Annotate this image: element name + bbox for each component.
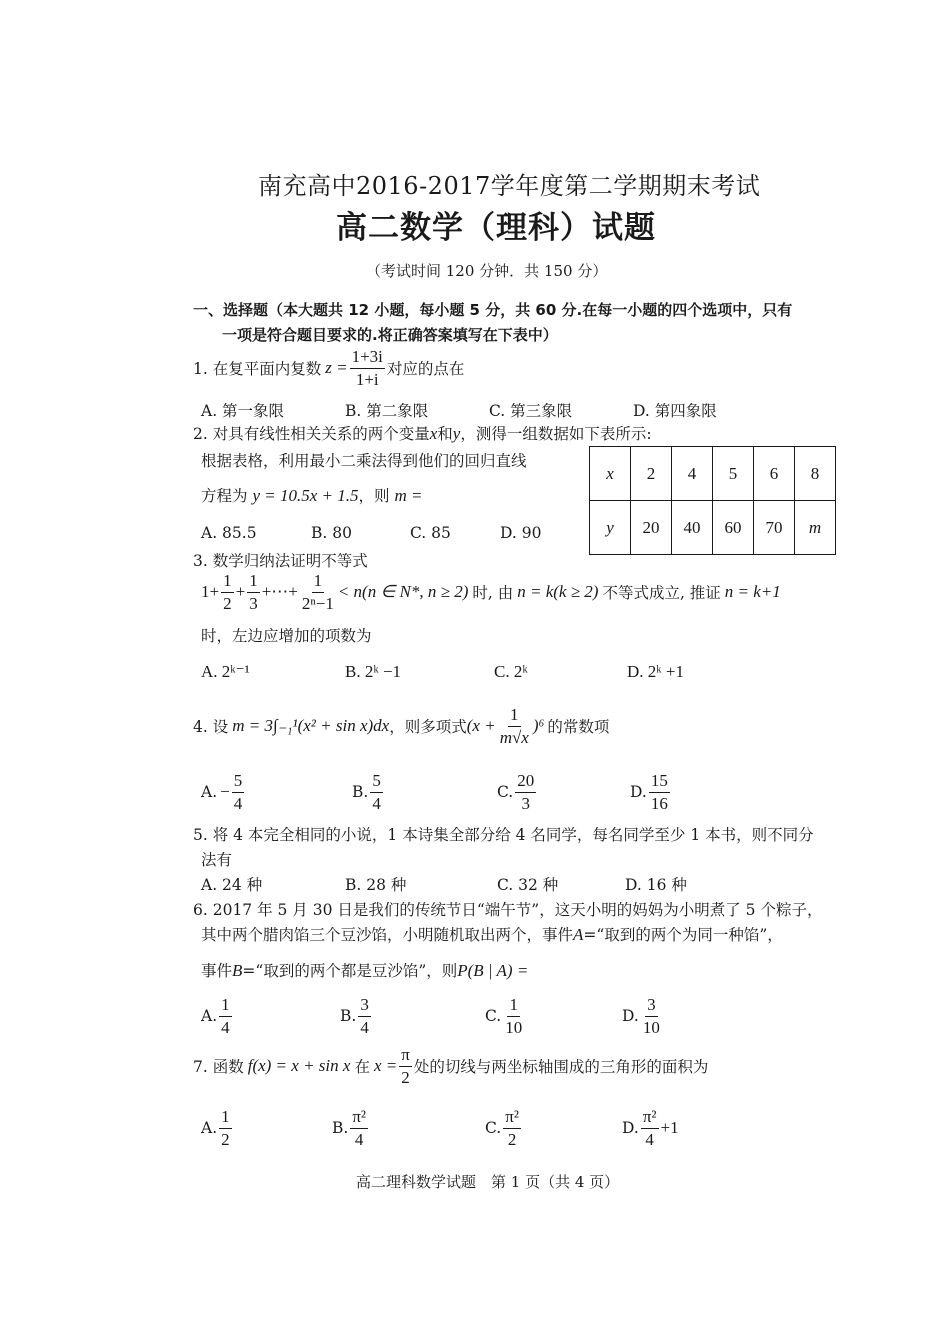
q3-mid1: 时, 由	[472, 584, 514, 603]
q4-option-a[interactable]	[201, 772, 246, 813]
table-cell: x	[590, 447, 631, 501]
question-5-line2: 法有	[201, 851, 233, 869]
q7-suffix: 处的切线与两坐标轴围成的三角形的面积为	[413, 1058, 709, 1077]
q6-a-den: 4	[221, 1017, 230, 1037]
q1-option-d[interactable]: D. 第四象限	[633, 402, 717, 420]
q6-line3-b: =“取到的两个都是豆沙馅”，则	[242, 962, 458, 980]
q5-option-a[interactable]: A. 24 种	[201, 876, 263, 894]
q7-d-label: D.	[622, 1119, 639, 1138]
q4-prefix: 4. 设	[193, 718, 229, 737]
q4-option-d[interactable]	[630, 772, 672, 813]
q4-d-den: 16	[650, 793, 668, 813]
q7-prefix: 7. 函数	[193, 1058, 244, 1077]
q6-line3-a: 事件	[201, 962, 233, 980]
q3-plus: +	[235, 582, 246, 602]
q3-ineq-a: 1+	[201, 582, 220, 602]
q6-d-den: 10	[642, 1017, 660, 1037]
q4-poly-frac	[498, 706, 531, 747]
q4-a-label: A.	[201, 783, 218, 802]
q2-var-x: x	[429, 424, 438, 443]
q7-option-a[interactable]	[201, 1108, 234, 1149]
q7-c-den: 2	[507, 1129, 517, 1149]
q4-poly-b: )⁶	[532, 716, 545, 736]
q4-d-frac	[649, 772, 670, 813]
q6-option-a[interactable]	[201, 996, 234, 1037]
q6-d-num: 3	[645, 996, 658, 1017]
q3-frac-3	[300, 572, 336, 613]
q7-a-label: A.	[201, 1119, 218, 1138]
q7-b-den: 4	[354, 1129, 364, 1149]
q7-option-c[interactable]	[485, 1108, 523, 1149]
q7-b-frac	[350, 1108, 368, 1149]
q1-num: 1+3i	[350, 348, 385, 369]
q4-poly-den: m√x	[499, 727, 529, 747]
q4-a-sign: −	[220, 782, 230, 802]
q4-option-b[interactable]	[352, 772, 385, 813]
q5-option-d[interactable]: D. 16 种	[625, 876, 687, 894]
q6-a-label: A.	[201, 1007, 218, 1026]
question-6-line3	[201, 959, 528, 981]
table-cell: 20	[631, 501, 672, 555]
q3-mid2: 不等式成立, 推证	[602, 584, 721, 603]
q7-pi-den: 2	[401, 1067, 410, 1087]
q3-f2-num: 1	[247, 572, 260, 593]
question-2-line1	[193, 422, 652, 444]
q6-event-a: A	[573, 925, 584, 944]
q2-option-b[interactable]: B. 80	[311, 524, 352, 542]
q6-a-frac	[219, 996, 232, 1037]
question-6-line2	[201, 923, 783, 945]
question-2-line3	[201, 484, 422, 506]
question-5-line1: 5. 将 4 本完全相同的小说，1 本诗集全部分给 4 名同学，每名同学至少 1 本书，则不同分	[193, 826, 814, 844]
q7-a-den: 2	[221, 1129, 230, 1149]
q5-option-c[interactable]: C. 32 种	[497, 876, 559, 894]
q2-option-a[interactable]: A. 85.5	[201, 524, 257, 542]
q6-c-label: C.	[485, 1007, 502, 1026]
q4-option-c[interactable]	[497, 772, 538, 813]
q1-suffix: 对应的点在	[386, 360, 465, 379]
q2-option-c[interactable]: C. 85	[410, 524, 451, 542]
q4-d-num: 15	[649, 772, 670, 793]
q3-f1-den: 2	[223, 593, 232, 613]
q3-option-c[interactable]: C. 2ᵏ	[494, 662, 528, 681]
q7-c-frac	[503, 1108, 521, 1149]
q6-event-b: B	[232, 961, 243, 980]
q1-option-a[interactable]: A. 第一象限	[201, 402, 285, 420]
q6-b-label: B.	[340, 1007, 357, 1026]
q6-option-d[interactable]	[622, 996, 664, 1037]
q7-d-num: π²	[641, 1108, 659, 1129]
table-cell: 5	[713, 447, 754, 501]
q6-line2-b: =“取到的两个为同一种馅”，	[583, 926, 783, 944]
q3-option-b[interactable]: B. 2ᵏ −1	[345, 662, 402, 681]
table-cell: 8	[795, 447, 836, 501]
q3-f1-num: 1	[221, 572, 234, 593]
q7-d-den: 4	[645, 1129, 654, 1149]
q1-option-b[interactable]: B. 第二象限	[345, 402, 429, 420]
q4-b-den: 4	[372, 793, 381, 813]
q6-line2-a: 其中两个腊肉馅三个豆沙馅，小明随机取出两个，事件	[201, 926, 574, 944]
q7-c-label: C.	[485, 1119, 502, 1138]
question-6-line1: 6. 2017 年 5 月 30 日是我们的传统节日“端午节”，这天小明的妈妈为小明煮了 5 个粽子，	[193, 901, 823, 919]
q7-a-frac	[219, 1108, 232, 1149]
question-3-line1: 3. 数学归纳法证明不等式	[193, 552, 368, 570]
q7-b-label: B.	[332, 1119, 349, 1138]
section-heading-line2: 一项是符合题目要求的.将正确答案填写在下表中）	[222, 326, 558, 344]
q2-line3-a: 方程为	[201, 487, 248, 505]
q4-a-num: 5	[232, 772, 245, 793]
q7-func: f(x) = x + sin x	[247, 1056, 351, 1076]
q3-dots: +⋯+	[261, 582, 298, 602]
q3-f2-den: 3	[249, 593, 258, 613]
q4-mid: ，则多项式	[389, 718, 467, 737]
q6-d-label: D.	[622, 1007, 639, 1026]
q2-data-table	[589, 446, 836, 555]
q6-d-frac	[641, 996, 662, 1037]
table-cell: m	[795, 501, 836, 555]
table-row-x	[590, 447, 836, 501]
q7-xeq: x =	[373, 1056, 398, 1076]
exam-title: 高二数学（理科）试题	[336, 210, 656, 246]
q7-d-frac	[641, 1108, 659, 1149]
q6-option-c[interactable]	[485, 996, 526, 1037]
q3-option-a[interactable]: A. 2ᵏ⁻¹	[201, 662, 250, 681]
table-cell: 4	[672, 447, 713, 501]
q2-equation: y = 10.5x + 1.5	[252, 486, 359, 505]
q6-c-den: 10	[505, 1017, 523, 1037]
q4-c-den: 3	[521, 793, 530, 813]
q4-b-num: 5	[370, 772, 383, 793]
q4-c-frac	[515, 772, 536, 813]
q7-option-b[interactable]	[332, 1108, 370, 1149]
q7-option-d[interactable]	[622, 1108, 679, 1149]
question-4	[193, 706, 609, 747]
q3-option-d[interactable]: D. 2ᵏ +1	[627, 662, 684, 681]
q4-b-frac	[370, 772, 383, 813]
q4-poly-a: (x +	[466, 716, 496, 736]
q1-den: 1+i	[355, 369, 379, 389]
q1-var: z =	[325, 358, 348, 378]
q3-frac-1	[221, 572, 234, 613]
q4-b-label: B.	[352, 783, 369, 802]
q4-c-label: C.	[497, 783, 514, 802]
q7-mid: 在	[354, 1058, 370, 1077]
q7-d-extra: +1	[660, 1118, 679, 1138]
q6-b-num: 3	[358, 996, 371, 1017]
q2-line1-a: 2. 对具有线性相关关系的两个变量	[193, 425, 430, 443]
table-cell: 2	[631, 447, 672, 501]
q4-a-frac	[232, 772, 245, 813]
q3-f3-num: 1	[312, 572, 325, 593]
q4-d-label: D.	[630, 783, 647, 802]
question-1	[193, 348, 464, 389]
q6-a-num: 1	[219, 996, 232, 1017]
q7-a-num: 1	[219, 1108, 232, 1129]
question-3-line3: 时，左边应增加的项数为	[201, 627, 372, 645]
q2-line3-b: ，则	[358, 487, 390, 505]
question-3-inequality	[201, 572, 781, 613]
exam-info: （考试时间 120 分钟．共 150 分）	[366, 262, 608, 280]
q3-ineq-b: < n(n ∈ N*, n ≥ 2)	[337, 582, 469, 602]
q4-poly-num: 1	[508, 706, 521, 727]
q3-target: n = k+1	[724, 582, 781, 602]
q7-pi-num: π	[399, 1046, 412, 1067]
q2-m: m =	[394, 486, 423, 505]
q5-option-b[interactable]: B. 28 种	[345, 876, 407, 894]
table-row-y	[590, 501, 836, 555]
table-cell: 40	[672, 501, 713, 555]
q2-line1-b: ，测得一组数据如下表所示:	[460, 425, 652, 443]
q7-b-num: π²	[350, 1108, 368, 1129]
q4-suffix: 的常数项	[547, 718, 610, 737]
q1-fraction	[350, 348, 385, 389]
q6-c-num: 1	[507, 996, 520, 1017]
q3-cond: n = k(k ≥ 2)	[517, 582, 599, 602]
q3-f3-den: 2ⁿ−1	[301, 593, 334, 613]
question-2-line2: 根据表格，利用最小二乘法得到他们的回归直线	[201, 452, 527, 470]
q1-option-c[interactable]: C. 第三象限	[489, 402, 573, 420]
q3-frac-2	[247, 572, 260, 613]
q4-c-num: 20	[515, 772, 536, 793]
q6-b-frac	[358, 996, 371, 1037]
q4-integral: m = 3∫₋₁¹(x² + sin x)dx	[232, 716, 390, 736]
table-cell: 6	[754, 447, 795, 501]
page-footer: 高二理科数学试题 第 1 页（共 4 页）	[356, 1173, 620, 1191]
q6-option-b[interactable]	[340, 996, 373, 1037]
section-heading-line1: 一、选择题（本大题共 12 小题，每小题 5 分，共 60 分.在每一小题的四个选项中，只有	[193, 301, 793, 319]
q6-prob: P(B | A) =	[457, 961, 529, 980]
q2-and: 和	[437, 425, 453, 443]
table-cell: 70	[754, 501, 795, 555]
question-7	[193, 1046, 708, 1087]
q2-option-d[interactable]: D. 90	[500, 524, 542, 542]
q1-prefix: 1. 在复平面内复数	[193, 360, 322, 379]
q7-pi-frac	[399, 1046, 412, 1087]
school-title: 南充高中2016-2017学年度第二学期期末考试	[258, 172, 761, 200]
table-cell: 60	[713, 501, 754, 555]
table-cell: y	[590, 501, 631, 555]
q6-b-den: 4	[360, 1017, 369, 1037]
q4-a-den: 4	[233, 793, 243, 813]
q2-var-y: y	[452, 424, 461, 443]
q6-c-frac	[503, 996, 524, 1037]
q7-c-num: π²	[503, 1108, 521, 1129]
